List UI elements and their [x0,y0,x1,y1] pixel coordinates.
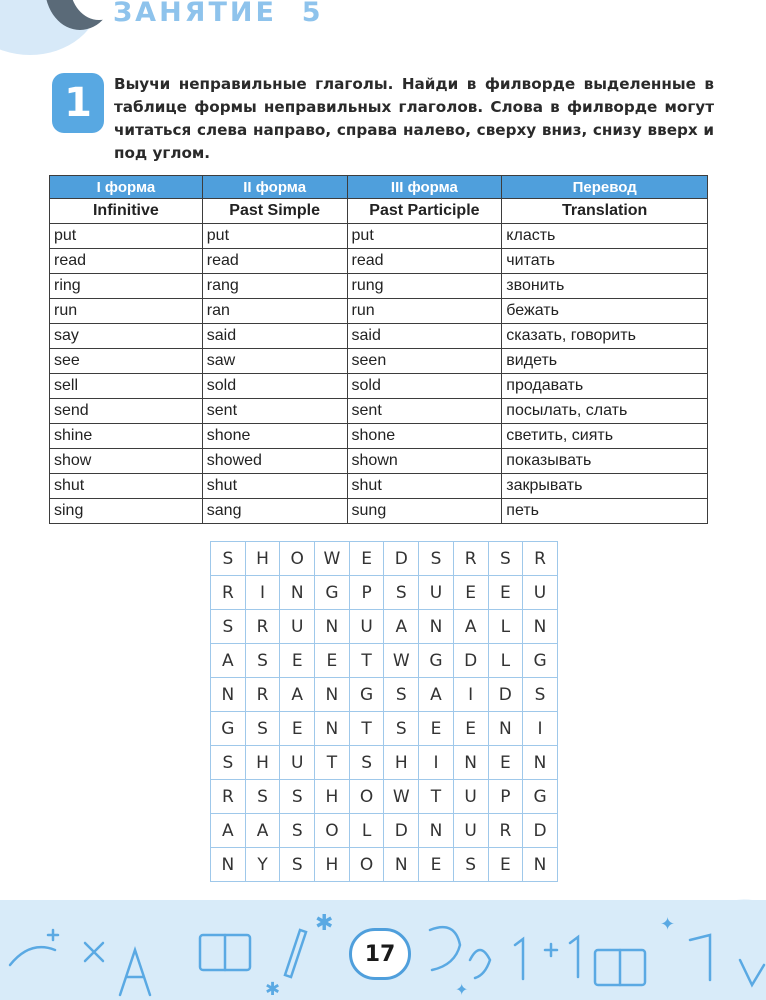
star-icon: ✱ [315,911,334,936]
grid-cell[interactable]: R [245,610,280,644]
table-body [50,224,708,524]
grid-cell[interactable]: G [419,644,454,678]
grid-row [211,542,558,576]
grid-cell[interactable]: A [419,678,454,712]
grid-cell[interactable]: D [523,814,558,848]
grid-cell[interactable]: E [280,712,315,746]
grid-cell[interactable]: U [523,576,558,610]
grid-cell[interactable]: N [523,610,558,644]
grid-cell[interactable]: S [349,746,384,780]
letter-a-icon [120,950,150,995]
task-number-badge: 1 [52,73,104,133]
cell-past-participle: read [347,249,502,274]
cell-infinitive: show [50,449,203,474]
grid-cell[interactable]: G [315,576,350,610]
grid-cell[interactable]: E [419,712,454,746]
grid-cell[interactable]: P [349,576,384,610]
grid-cell[interactable]: G [349,678,384,712]
cell-past-participle: said [347,324,502,349]
grid-cell[interactable]: I [245,576,280,610]
grid-cell[interactable]: E [453,712,488,746]
header-form-3: III форма [347,176,502,199]
cell-infinitive: shine [50,424,203,449]
cell-infinitive: put [50,224,203,249]
grid-cell[interactable]: G [211,712,246,746]
cell-translation: читать [502,249,708,274]
grid-cell[interactable]: D [488,678,523,712]
grid-cell[interactable]: W [315,542,350,576]
grid-cell[interactable]: S [280,780,315,814]
grid-cell[interactable]: N [315,678,350,712]
grid-cell[interactable]: H [384,746,419,780]
grid-row [211,712,558,746]
grid-cell[interactable]: S [245,780,280,814]
cell-past-simple: showed [202,449,347,474]
grid-cell[interactable]: S [384,576,419,610]
grid-cell[interactable]: S [211,610,246,644]
letter-g-icon [690,935,710,980]
grid-row [211,644,558,678]
grid-cell[interactable]: I [523,712,558,746]
grid-cell[interactable]: H [315,848,350,882]
grid-cell[interactable]: R [211,576,246,610]
table-row [50,324,708,349]
grid-row [211,814,558,848]
cell-past-participle: put [347,224,502,249]
grid-cell[interactable]: N [211,848,246,882]
grid-cell[interactable]: L [349,814,384,848]
header-past-simple: Past Simple [202,199,347,224]
grid-cell[interactable]: S [211,542,246,576]
cell-translation: продавать [502,374,708,399]
cell-translation: видеть [502,349,708,374]
grid-cell[interactable]: A [211,644,246,678]
cell-past-simple: shone [202,424,347,449]
table-row [50,274,708,299]
grid-row [211,746,558,780]
grid-cell[interactable]: S [245,712,280,746]
grid-cell[interactable]: R [245,678,280,712]
cell-infinitive: see [50,349,203,374]
cell-infinitive: send [50,399,203,424]
grid-cell[interactable]: W [384,644,419,678]
grid-cell[interactable]: L [488,644,523,678]
grid-cell[interactable]: N [384,848,419,882]
grid-cell[interactable]: U [280,610,315,644]
grid-cell[interactable]: E [315,644,350,678]
cell-past-participle: shone [347,424,502,449]
cell-past-participle: sent [347,399,502,424]
cell-past-simple: sent [202,399,347,424]
grid-cell[interactable]: S [245,644,280,678]
cell-past-simple: shut [202,474,347,499]
word-search-grid [210,541,558,882]
table-header-en [50,199,708,224]
cell-translation: класть [502,224,708,249]
grid-cell[interactable]: L [488,610,523,644]
cell-past-simple: read [202,249,347,274]
grid-cell[interactable]: I [419,746,454,780]
cell-translation: бежать [502,299,708,324]
star-icon-4: ✦ [455,980,469,999]
table-row [50,499,708,524]
grid-cell[interactable]: R [453,542,488,576]
header-translation: Перевод [502,176,708,199]
grid-cell[interactable]: E [488,848,523,882]
cell-infinitive: sing [50,499,203,524]
grid-cell[interactable]: N [419,814,454,848]
check-icon [740,960,764,985]
grid-cell[interactable]: U [280,746,315,780]
grid-cell[interactable]: H [315,780,350,814]
question-icon [470,950,490,978]
grid-cell[interactable]: R [488,814,523,848]
table-row [50,224,708,249]
star-icon-2: ✱ [265,979,281,1000]
grid-row [211,848,558,882]
grid-cell[interactable]: T [349,644,384,678]
grid-cell[interactable]: N [211,678,246,712]
table-row [50,299,708,324]
grid-cell[interactable]: A [453,610,488,644]
grid-cell[interactable]: S [453,848,488,882]
grid-cell[interactable]: I [453,678,488,712]
grid-cell[interactable]: H [245,746,280,780]
grid-cell[interactable]: N [453,746,488,780]
table-row [50,399,708,424]
page-number: 17 [349,928,411,980]
grid-cell[interactable]: S [280,814,315,848]
grid-row [211,780,558,814]
header-infinitive: Infinitive [50,199,203,224]
cell-past-participle: sold [347,374,502,399]
grid-cell[interactable]: G [523,644,558,678]
header-past-participle: Past Participle [347,199,502,224]
grid-cell[interactable]: U [349,610,384,644]
grid-cell[interactable]: E [280,644,315,678]
cell-infinitive: say [50,324,203,349]
grid-cell[interactable]: O [280,542,315,576]
grid-cell[interactable]: E [453,576,488,610]
times-icon [85,943,103,961]
cell-translation: посылать, слать [502,399,708,424]
grid-cell[interactable]: E [349,542,384,576]
cell-translation: сказать, говорить [502,324,708,349]
cell-past-simple: put [202,224,347,249]
grid-cell[interactable]: U [419,576,454,610]
cell-past-participle: sung [347,499,502,524]
cell-infinitive: run [50,299,203,324]
table-row [50,374,708,399]
grid-cell[interactable]: W [384,780,419,814]
grid-cell[interactable]: N [488,712,523,746]
cell-infinitive: read [50,249,203,274]
pencil-icon [285,930,306,977]
grid-cell[interactable]: A [211,814,246,848]
table-row [50,424,708,449]
grid-cell[interactable]: P [488,780,523,814]
grid-cell[interactable]: A [280,678,315,712]
grid-cell[interactable]: S [523,678,558,712]
table-row [50,474,708,499]
grid-cell[interactable]: D [453,644,488,678]
grid-cell[interactable]: N [315,610,350,644]
grid-cell[interactable]: T [315,746,350,780]
grid-cell[interactable]: N [315,712,350,746]
cell-past-simple: ran [202,299,347,324]
cell-translation: петь [502,499,708,524]
grid-cell[interactable]: O [349,848,384,882]
grid-cell[interactable]: O [349,780,384,814]
grid-cell[interactable]: R [523,542,558,576]
star-icon-3: ✦ [660,914,676,935]
grid-cell[interactable]: U [453,780,488,814]
cell-past-participle: seen [347,349,502,374]
plus-icon [48,930,58,940]
grid-row [211,576,558,610]
grid-cell[interactable]: T [349,712,384,746]
table-row [50,349,708,374]
cell-infinitive: shut [50,474,203,499]
grid-cell[interactable]: S [488,542,523,576]
grid-cell[interactable]: U [453,814,488,848]
one-plus-one-icon [515,937,578,979]
cell-past-participle: shown [347,449,502,474]
cell-past-simple: said [202,324,347,349]
grid-cell[interactable]: S [211,746,246,780]
grid-cell[interactable]: H [245,542,280,576]
irregular-verbs-table [49,175,708,524]
table-row [50,249,708,274]
task-instruction: Выучи неправильные глаголы. Найди в филворде выделенные в таблице формы неправильных глаголов. Слова в филворде могут читаться слева направо, справа налево, сверху вниз, снизу вверх и под углом. [114,75,714,162]
grid-cell[interactable]: T [419,780,454,814]
grid-cell[interactable]: D [384,542,419,576]
cell-past-simple: sold [202,374,347,399]
cell-infinitive: sell [50,374,203,399]
cell-past-participle: shut [347,474,502,499]
grid-cell[interactable]: E [488,746,523,780]
doodle-curve-icon [10,947,55,965]
grid-cell[interactable]: A [245,814,280,848]
cell-past-simple: rang [202,274,347,299]
header-form-2: II форма [202,176,347,199]
letter-b-icon [430,927,460,970]
cell-past-participle: rung [347,274,502,299]
grid-cell[interactable]: S [384,678,419,712]
grid-row [211,610,558,644]
grid-cell[interactable]: N [523,746,558,780]
grid-cell[interactable]: S [419,542,454,576]
table-header-ru [50,176,708,199]
lesson-title: ЗАНЯТИЕ 5 [113,0,324,28]
cell-past-simple: saw [202,349,347,374]
grid-cell[interactable]: R [211,780,246,814]
cell-translation: показывать [502,449,708,474]
grid-cell[interactable]: Y [245,848,280,882]
grid-cell[interactable]: S [384,712,419,746]
grid-cell[interactable]: N [523,848,558,882]
cell-past-simple: sang [202,499,347,524]
grid-cell[interactable]: G [523,780,558,814]
cell-translation: светить, сиять [502,424,708,449]
grid-cell[interactable]: O [315,814,350,848]
grid-cell[interactable]: A [384,610,419,644]
cell-translation: звонить [502,274,708,299]
cell-past-participle: run [347,299,502,324]
grid-row [211,678,558,712]
cell-infinitive: ring [50,274,203,299]
grid-cell[interactable]: N [280,576,315,610]
grid-cell[interactable]: E [419,848,454,882]
cell-translation: закрывать [502,474,708,499]
header-form-1: I форма [50,176,203,199]
grid-cell[interactable]: N [419,610,454,644]
grid-cell[interactable]: E [488,576,523,610]
header-translation-en: Translation [502,199,708,224]
table-row [50,449,708,474]
grid-cell[interactable]: S [280,848,315,882]
grid-cell[interactable]: D [384,814,419,848]
